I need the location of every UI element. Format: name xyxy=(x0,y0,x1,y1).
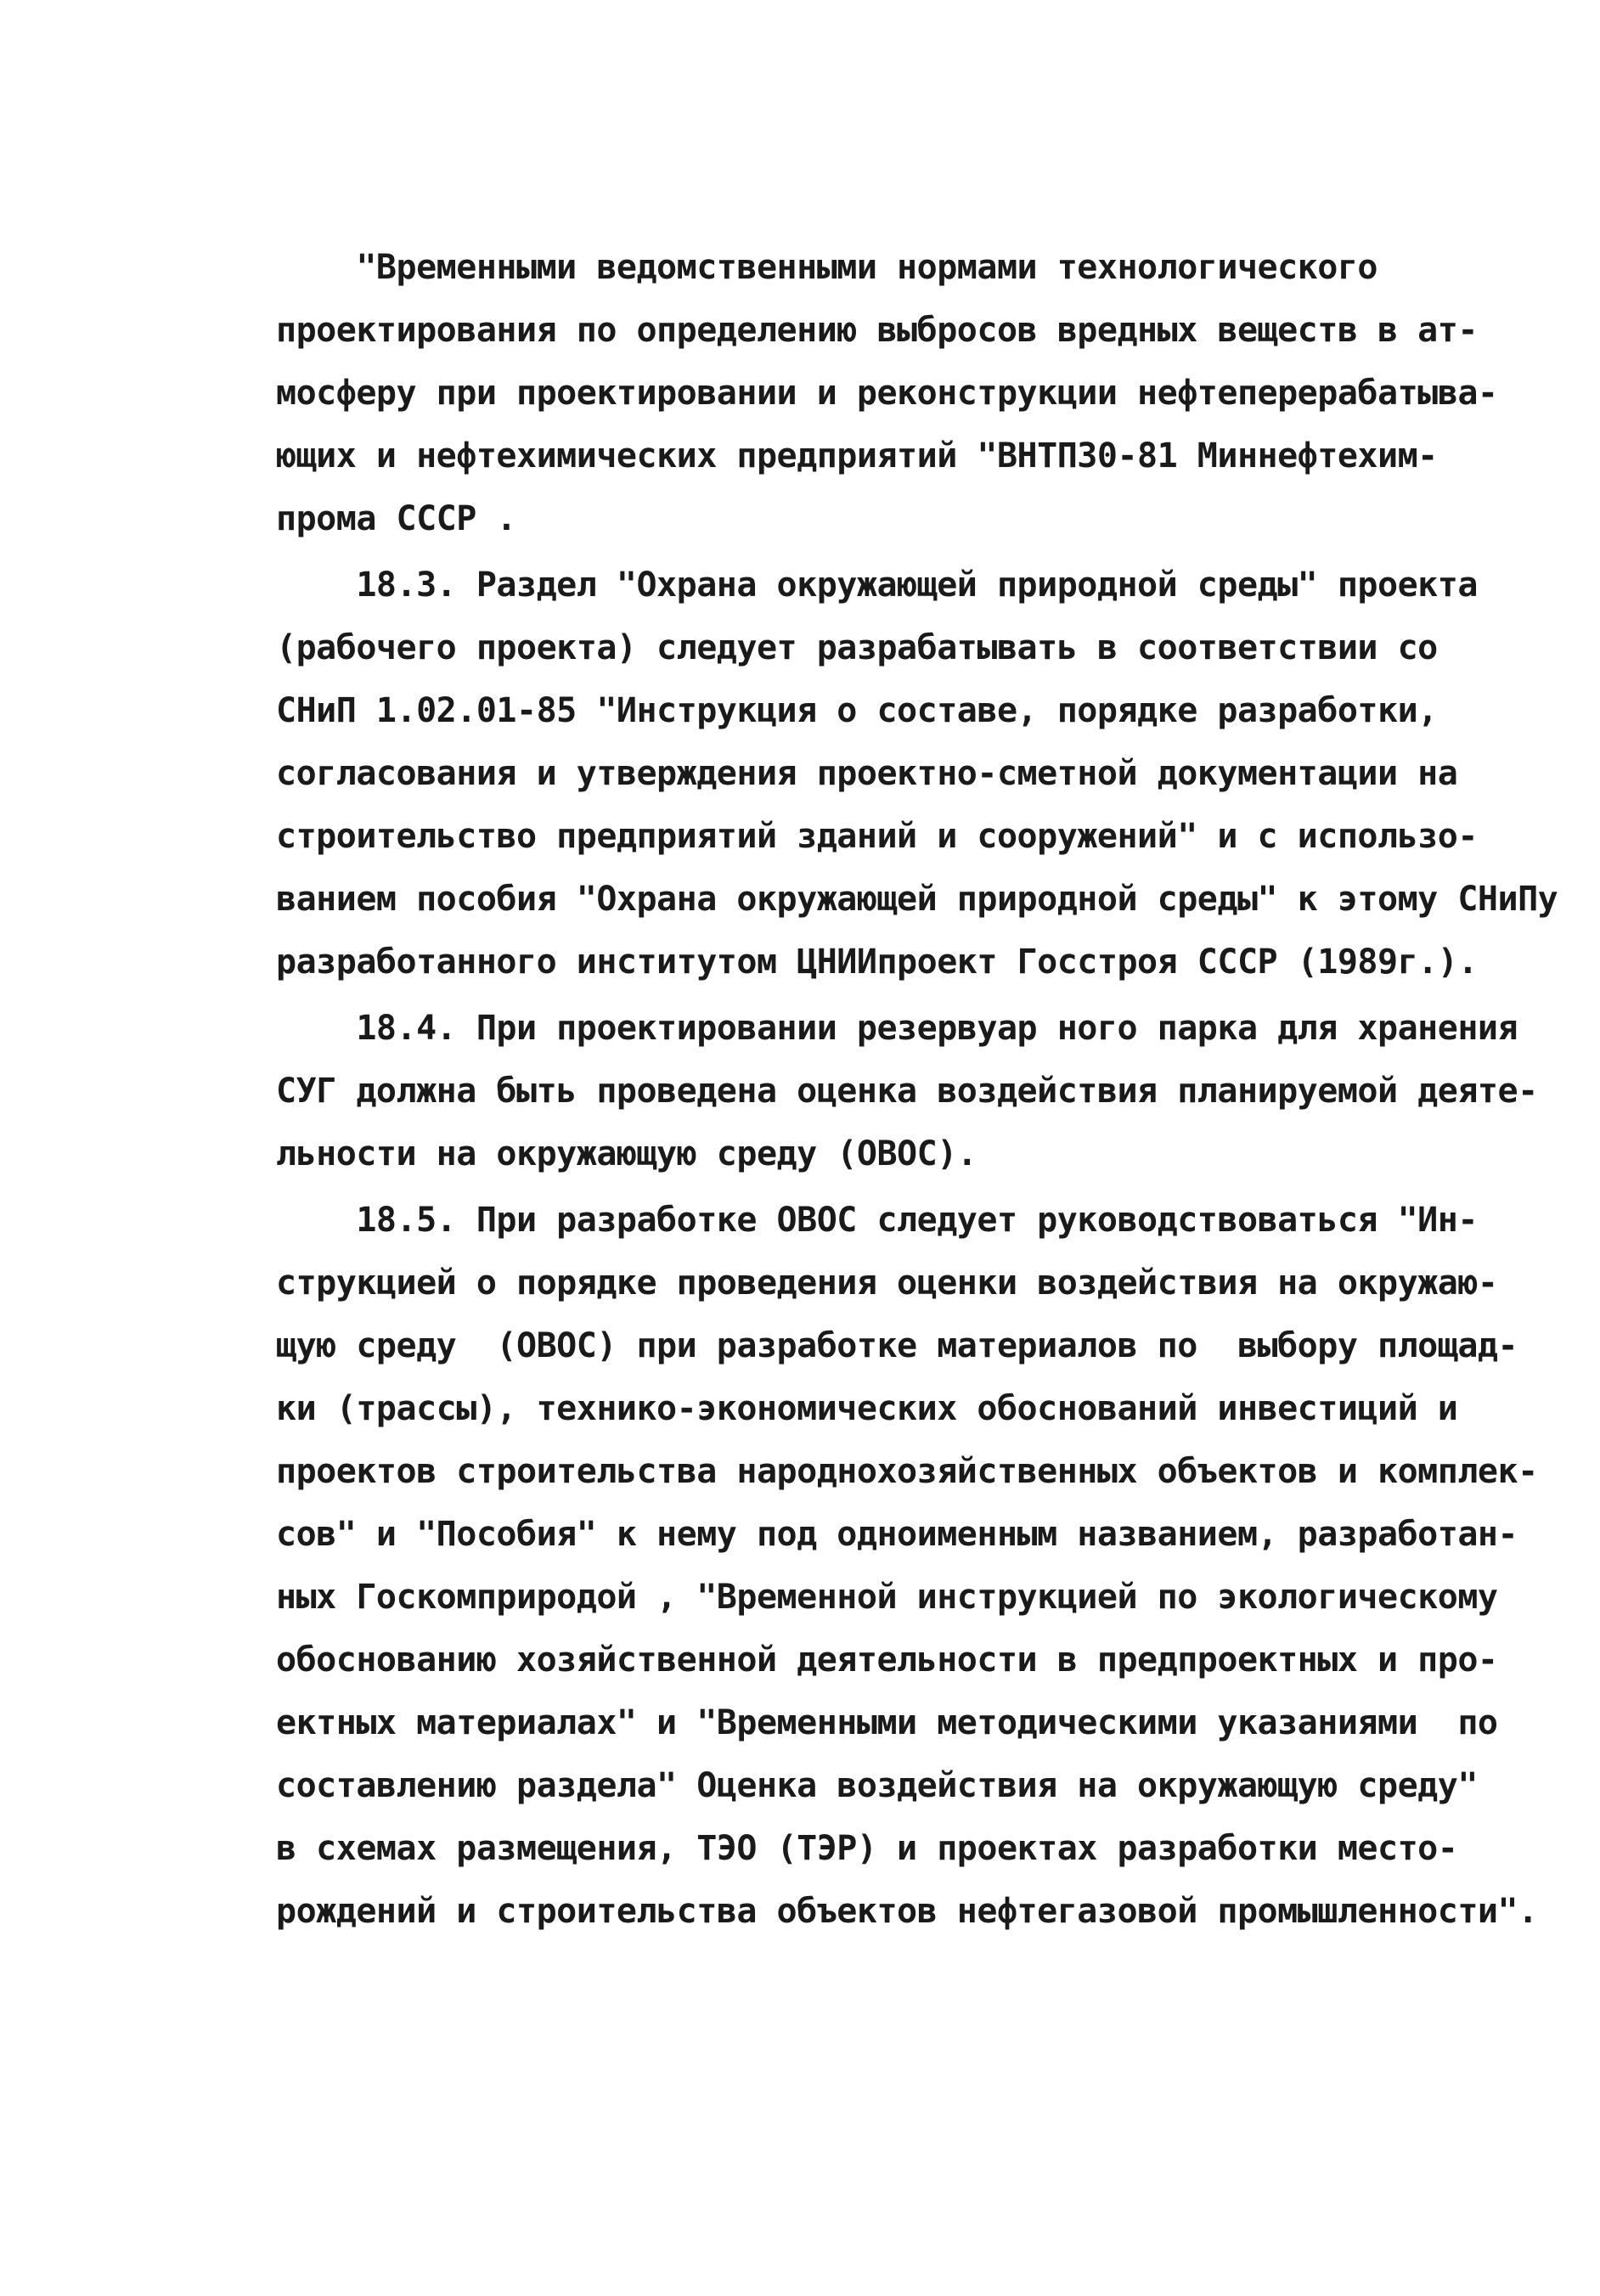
text-line: ных Госкомприродой , "Временной инструкцией по экологическому xyxy=(276,1578,1498,1617)
text-line: 18.5. При разработке ОВОС следует руководствоваться "Ин- xyxy=(276,1201,1478,1240)
text-line: СНиП 1.02.01-85 "Инструкция о составе, порядке разработки, xyxy=(276,691,1438,730)
text-line: составлению раздела" Оценка воздействия на окружающую среду" xyxy=(276,1766,1478,1805)
text-line: согласования и утверждения проектно-сметной документации на xyxy=(276,754,1458,793)
paragraph-18-3 xyxy=(276,554,1558,993)
text-line: 18.3. Раздел "Охрана окружающей природной среды" проекта xyxy=(276,566,1478,605)
text-line: ектных материалах" и "Временными методическими указаниями по xyxy=(276,1703,1498,1742)
text-line: "Временными ведомственными нормами технологического xyxy=(276,248,1378,287)
body-text xyxy=(276,236,1558,1943)
text-line: льности на окружающую среду (ОВОС). xyxy=(276,1134,977,1173)
paragraph-18-4 xyxy=(276,997,1538,1185)
text-line: строительство предприятий зданий и сооружений" и с использо- xyxy=(276,817,1478,856)
paragraph-temporary-norms xyxy=(276,236,1498,550)
text-line: ванием пособия "Охрана окружающей природной среды" к этому СНиПу xyxy=(276,880,1558,919)
text-line: рождений и строительства объектов нефтегазовой промышленности". xyxy=(276,1892,1538,1931)
text-line: прома СССР . xyxy=(276,499,516,538)
text-line: ки (трассы), технико-экономических обоснований инвестиций и xyxy=(276,1389,1458,1428)
text-line: обоснованию хозяйственной деятельности в предпроектных и про- xyxy=(276,1640,1498,1680)
text-line: мосферу при проектировании и реконструкции нефтеперерабатыва- xyxy=(276,374,1498,413)
text-line: (рабочего проекта) следует разрабатывать в соответствии со xyxy=(276,628,1438,667)
text-line: сов" и "Пособия" к нему под одноименным названием, разработан- xyxy=(276,1515,1518,1554)
text-line: струкцией о порядке проведения оценки воздействия на окружаю- xyxy=(276,1263,1498,1303)
text-line: щую среду (ОВОС) при разработке материалов по выбору площад- xyxy=(276,1326,1518,1365)
text-line: разработанного институтом ЦНИИпроект Госстроя СССР (1989г.). xyxy=(276,943,1478,982)
text-line: 18.4. При проектировании резервуар ного парка для хранения xyxy=(276,1009,1518,1048)
text-line: СУГ должна быть проведена оценка воздействия планируемой деяте- xyxy=(276,1072,1538,1111)
text-line: проектирования по определению выбросов вредных веществ в ат- xyxy=(276,311,1478,350)
text-line: ющих и нефтехимических предприятий "ВНТП30-81 Миннефтехим- xyxy=(276,436,1438,476)
paragraph-18-5 xyxy=(276,1189,1538,1943)
text-line: проектов строительства народнохозяйственных объектов и комплек- xyxy=(276,1452,1538,1491)
text-line: в схемах размещения, ТЭО (ТЭР) и проектах разработки место- xyxy=(276,1829,1458,1868)
